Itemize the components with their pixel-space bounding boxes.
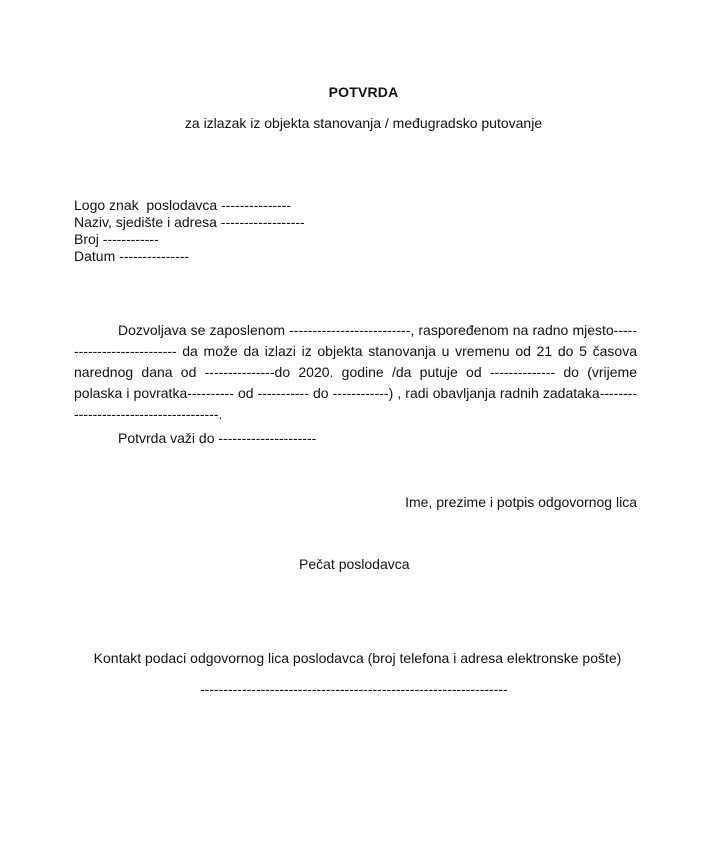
stamp-label: Pečat poslodavca [299, 556, 410, 572]
document-title: POTVRDA [328, 84, 399, 100]
employer-fields [74, 197, 305, 265]
contact-fill-line: ------------------------------------------------------------------ [200, 681, 508, 697]
employer-logo-field: Logo znak poslodavca --------------- [74, 197, 292, 213]
signature-label: Ime, prezime i potpis odgovornog lica [405, 494, 637, 510]
document-subtitle: za izlazak iz objekta stanovanja / međugradsko putovanje [184, 115, 543, 131]
contact-label: Kontakt podaci odgovornog lica poslodavca (broj telefona i adresa elektronske pošte) [93, 650, 622, 666]
document-date-field: Datum --------------- [74, 248, 190, 264]
employer-name-field: Naziv, sjedište i adresa ------------------ [74, 214, 305, 230]
valid-until-field: Potvrda važi do --------------------- [118, 430, 317, 446]
document-number-field: Broj ------------ [74, 231, 159, 247]
permission-paragraph: Dozvoljava se zaposlenom --------------------------, raspoređenom na radno mjesto--------------------------- da može da izlazi iz objekta stanovanja u vremenu od 21 do 5 časova narednog dana od ---------------do 2020. godine /da putuje od -------------- do (vrijeme polaska i povratka---------- od ----------- do ------------) , radi obavljanja radnih zadataka---------------------------------------. [74, 322, 637, 422]
